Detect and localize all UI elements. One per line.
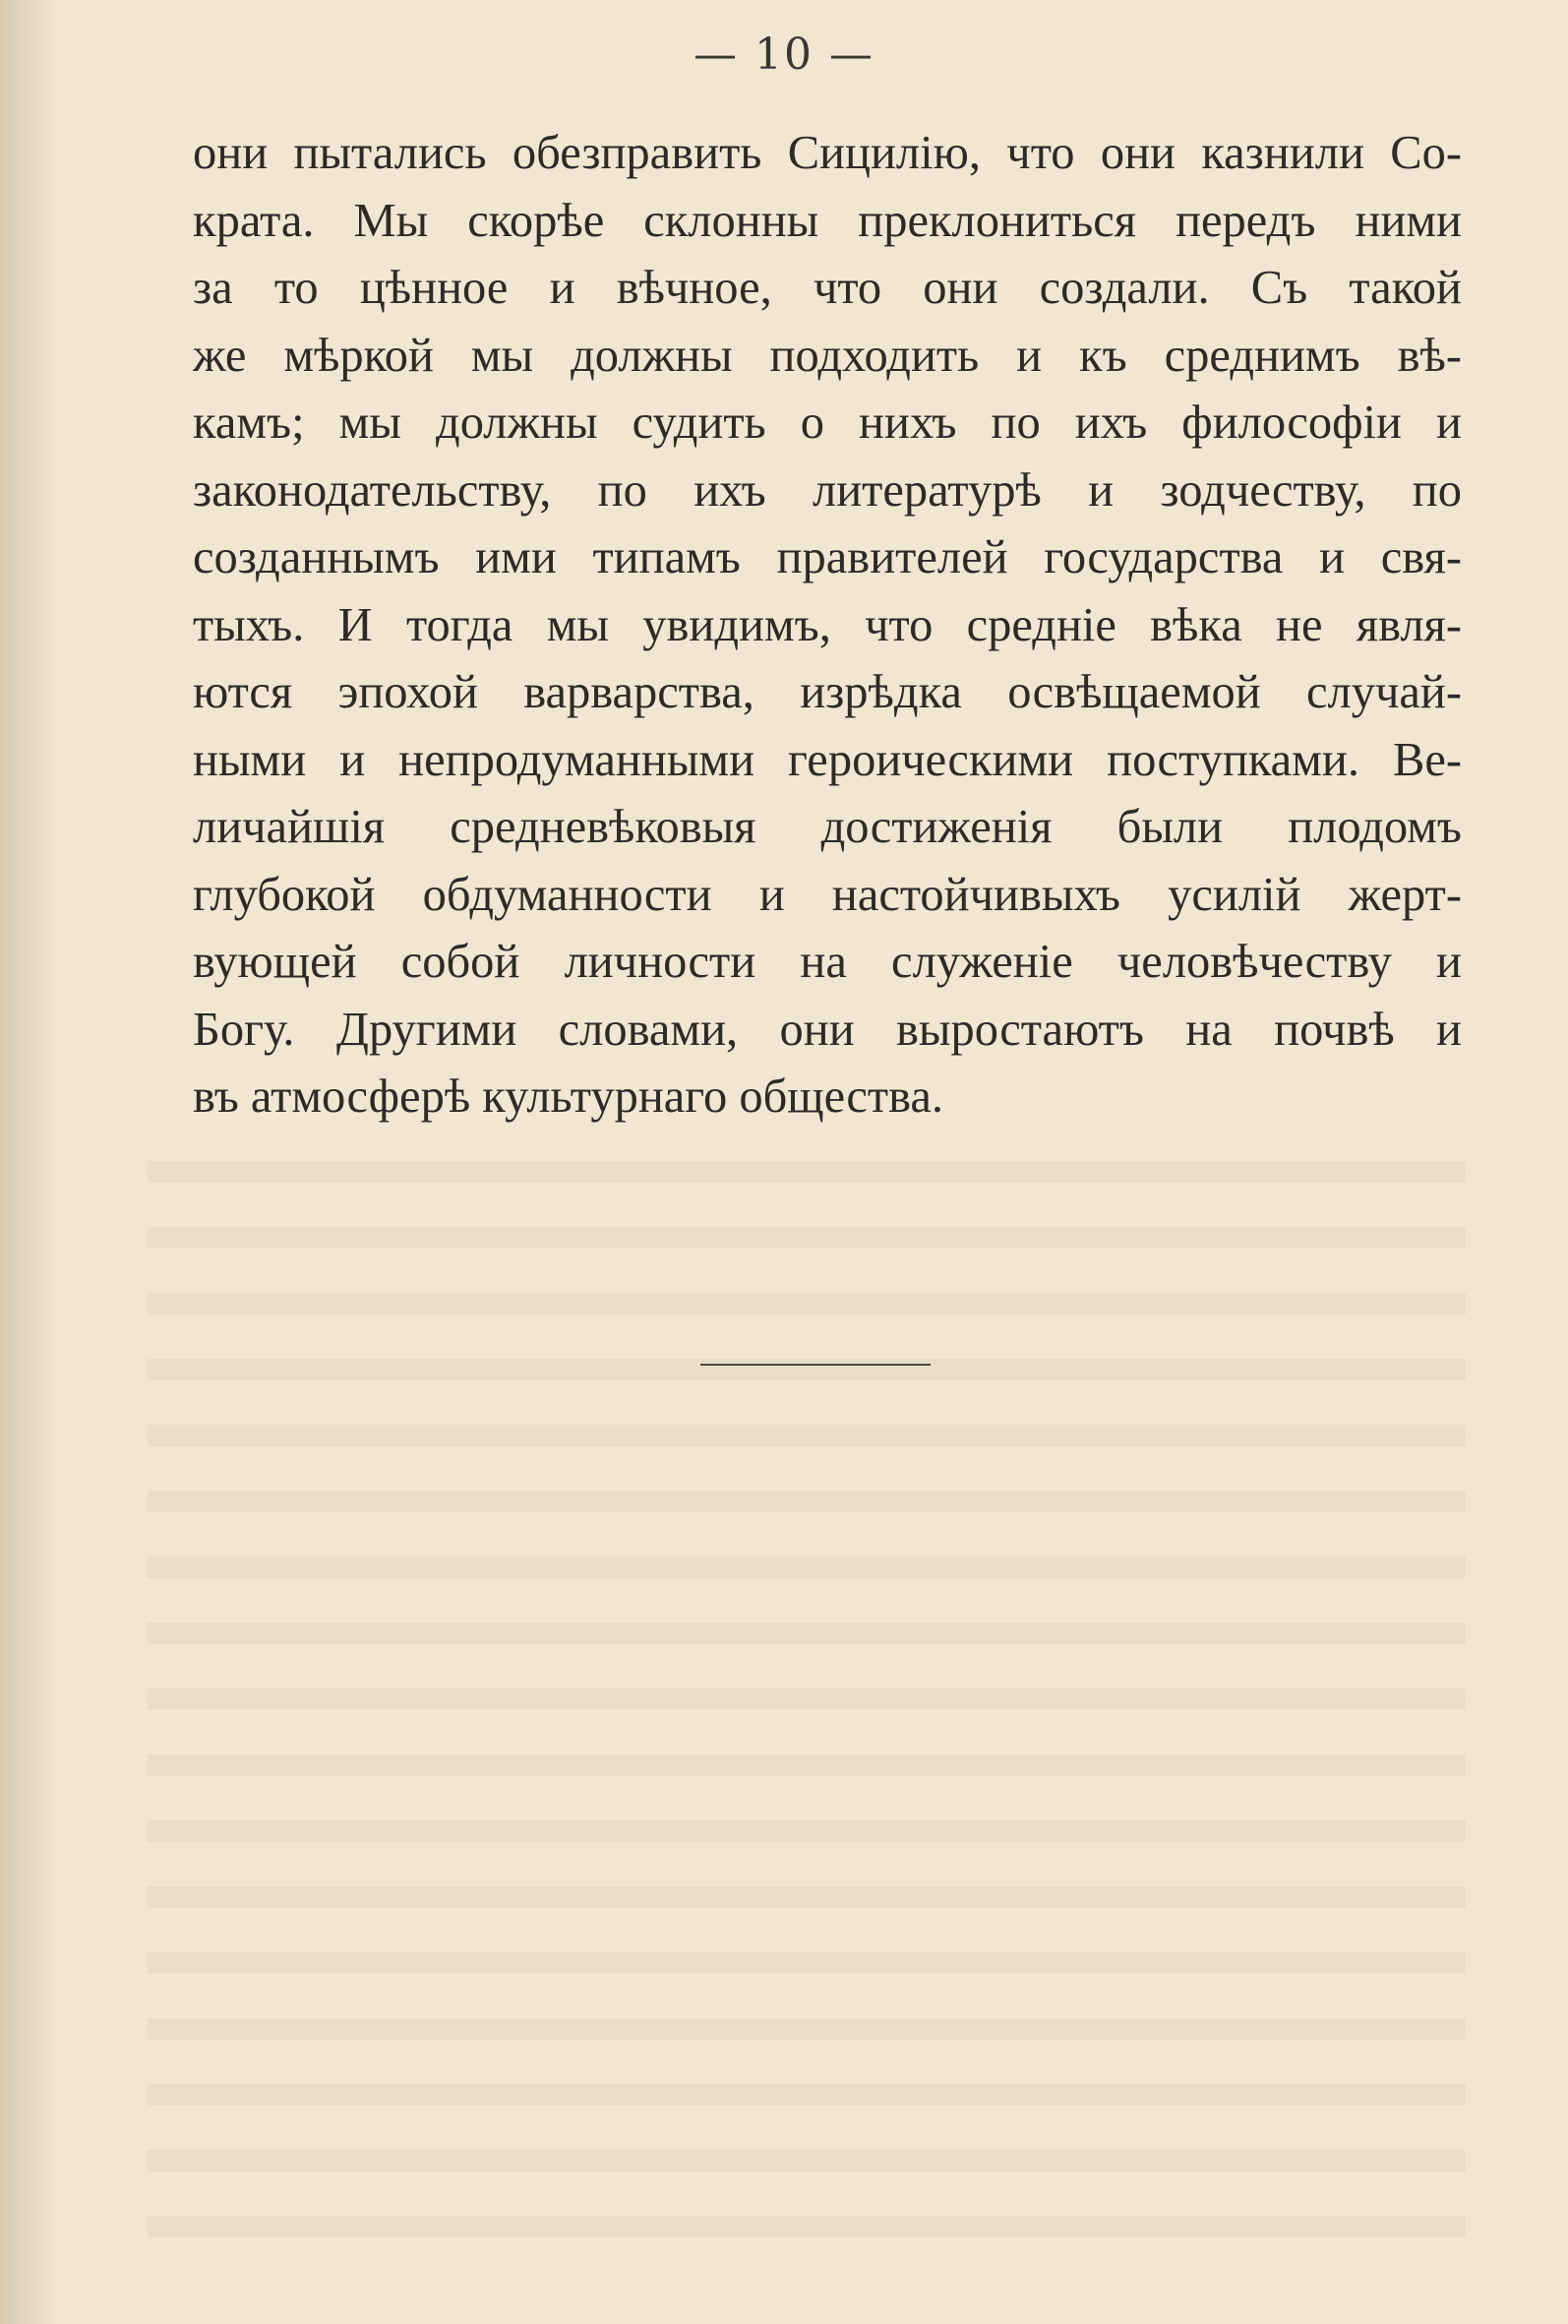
text-line: крата. Мы скорѣе склонны преклониться передъ ними — [193, 194, 1462, 247]
section-end-rule — [700, 1364, 931, 1366]
page-edge-shadow — [0, 0, 59, 2324]
text-line-last: въ атмосферѣ культурнаго общества. — [193, 1070, 943, 1123]
text-line: камъ; мы должны судить о нихъ по ихъ философіи и — [193, 397, 1462, 449]
body-text — [193, 120, 1462, 1131]
text-line: Богу. Другими словами, они выростаютъ на почвѣ и — [193, 1003, 1462, 1056]
text-line: ются эпохой варварства, изрѣдка освѣщаемой случай- — [193, 666, 1462, 718]
text-line: тыхъ. И тогда мы увидимъ, что средніе вѣка не явля- — [193, 598, 1462, 651]
page-number: — 10 — — [694, 30, 874, 80]
text-line: глубокой обдуманности и настойчивыхъ усилій жерт- — [193, 868, 1462, 921]
text-line: вующей собой личности на служеніе человѣчеству и — [193, 936, 1462, 988]
text-line: законодательству, по ихъ литературѣ и зодчеству, по — [193, 463, 1462, 517]
bleed-through-texture — [148, 1161, 1466, 2263]
text-line: же мѣркой мы должны подходить и къ среднимъ вѣ- — [193, 329, 1462, 382]
text-line: созданнымъ ими типамъ правителей государства и свя- — [193, 531, 1462, 583]
text-line: они пытались обезправить Сицилію, что они казнили Со- — [193, 127, 1462, 179]
text-line: за то цѣнное и вѣчное, что они создали. Съ такой — [193, 262, 1462, 314]
text-line: личайшія средневѣковыя достиженія были плодомъ — [193, 801, 1462, 853]
text-line: ными и непродуманными героическими поступками. Ве- — [193, 733, 1462, 786]
